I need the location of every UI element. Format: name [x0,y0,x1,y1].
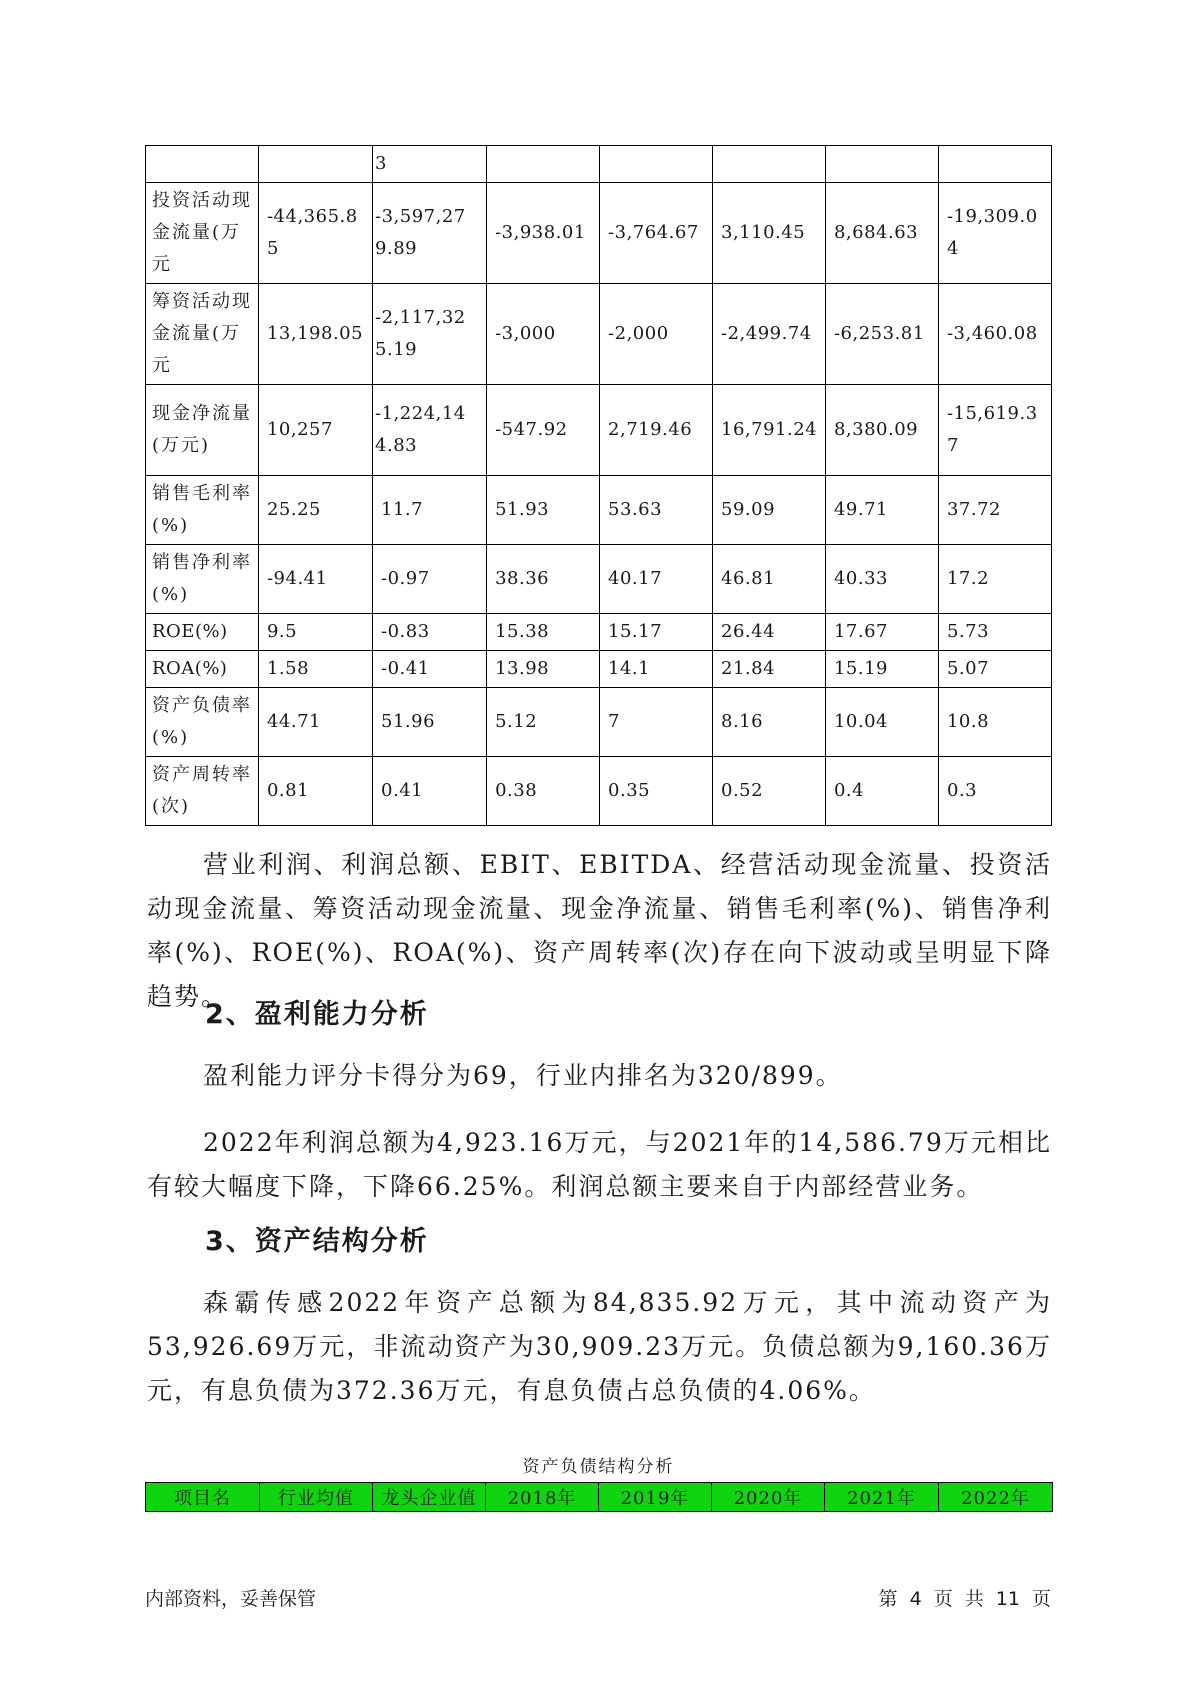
table-cell: 25.25 [258,476,372,545]
table-cell: 49.71 [825,476,938,545]
table-cell: 5.73 [938,614,1051,651]
table-cell: 17.67 [825,614,938,651]
column-header: 项目名 [146,1483,260,1512]
table-cell: 11.7 [373,476,487,545]
row-label: 资产周转率(次) [146,757,259,826]
table-row [146,757,1052,826]
table-cell: 3 [373,146,487,183]
table-cell: -3,460.08 [938,284,1051,385]
table-row [146,476,1052,545]
table-cell: 59.09 [713,476,826,545]
table-cell: 0.35 [600,757,713,826]
column-header: 2022年 [939,1483,1053,1512]
table-cell: 7 [600,688,713,757]
table-cell: 37.72 [938,476,1051,545]
profit-total-paragraph: 2022年利润总额为4,923.16万元，与2021年的14,586.79万元相比有较大幅度下降，下降66.25%。利润总额主要来自于内部经营业务。 [147,1128,1052,1201]
table-cell: 14.1 [600,651,713,688]
footer-confidential-note: 内部资料，妥善保管 [145,1588,317,1610]
table-cell: 51.96 [373,688,487,757]
table-cell: -6,253.81 [825,284,938,385]
table-header-row [146,1483,1053,1512]
profitability-score-paragraph: 盈利能力评分卡得分为69，行业内排名为320/899。 [203,1061,843,1090]
section-heading-profitability: 2、盈利能力分析 [205,999,429,1030]
table-cell: -19,309.04 [938,183,1051,284]
asset-structure-paragraph: 森霸传感2022年资产总额为84,835.92万元，其中流动资产为53,926.69万元，非流动资产为30,909.23万元。负债总额为9,160.36万元，有息负债为372.36万元，有息负债占总负债的4.06%。 [147,1288,1052,1405]
table-cell: 51.93 [487,476,600,545]
table-cell: 46.81 [713,545,826,614]
table-cell: 10.04 [825,688,938,757]
table-cell: -94.41 [258,545,372,614]
column-header: 2018年 [486,1483,599,1512]
table-row [146,614,1052,651]
page-number: 第 4 页 共 11 页 [878,1588,1051,1610]
table-cell: -2,499.74 [713,284,826,385]
table-cell: 15.38 [487,614,600,651]
column-header: 龙头企业值 [373,1483,486,1512]
table-cell: 40.33 [825,545,938,614]
table-cell: 21.84 [713,651,826,688]
table-cell: 26.44 [713,614,826,651]
section-heading-asset-structure: 3、资产结构分析 [205,1226,429,1257]
table-cell: -3,764.67 [600,183,713,284]
table-caption: 资产负债结构分析 [522,1457,675,1477]
table-cell: 38.36 [487,545,600,614]
row-label [146,146,259,183]
table-cell: 8,684.63 [825,183,938,284]
table-cell: 16,791.24 [713,385,826,476]
table-cell: 5.07 [938,651,1051,688]
table-cell [487,146,600,183]
table-cell: -0.97 [373,545,487,614]
table-cell: 0.4 [825,757,938,826]
table-cell: -2,117,325.19 [373,284,487,385]
table-cell: -0.83 [373,614,487,651]
table-cell: 0.3 [938,757,1051,826]
table-row [146,284,1052,385]
table-cell: -3,597,279.89 [373,183,487,284]
table-cell: 44.71 [258,688,372,757]
table-cell: -1,224,144.83 [373,385,487,476]
row-label: 现金净流量(万元) [146,385,259,476]
table-cell: 5.12 [487,688,600,757]
row-label: 资产负债率(%) [146,688,259,757]
table-cell: 0.38 [487,757,600,826]
table-row [146,385,1052,476]
table-cell [713,146,826,183]
table-cell: 15.19 [825,651,938,688]
table-row [146,183,1052,284]
table-cell: -547.92 [487,385,600,476]
table-cell: 13,198.05 [258,284,372,385]
column-header: 2019年 [599,1483,712,1512]
table-row [146,545,1052,614]
table-cell: 3,110.45 [713,183,826,284]
table-cell: 53.63 [600,476,713,545]
table-cell: 9.5 [258,614,372,651]
table-cell: 13.98 [487,651,600,688]
column-header: 行业均值 [260,1483,373,1512]
trend-paragraph: 营业利润、利润总额、EBIT、EBITDA、经营活动现金流量、投资活动现金流量、筹资活动现金流量、现金净流量、销售毛利率(%)、销售净利率(%)、ROE(%)、ROA(%)、资产周转率(次)存在向下波动或呈明显下降趋势。 [147,850,1052,1011]
table-cell: 8,380.09 [825,385,938,476]
table-cell: 1.58 [258,651,372,688]
table-row [146,688,1052,757]
financial-indicator-table [145,145,1052,826]
table-cell: 2,719.46 [600,385,713,476]
table-cell [825,146,938,183]
table-cell: 40.17 [600,545,713,614]
column-header: 2020年 [712,1483,825,1512]
table-cell: 10,257 [258,385,372,476]
column-header: 2021年 [825,1483,939,1512]
row-label: 销售毛利率(%) [146,476,259,545]
table-cell: 0.41 [373,757,487,826]
row-label: 筹资活动现金流量(万元 [146,284,259,385]
table-cell: -2,000 [600,284,713,385]
table-cell: -3,938.01 [487,183,600,284]
table-cell: 0.52 [713,757,826,826]
table-cell [258,146,372,183]
table-row [146,146,1052,183]
table-cell: -0.41 [373,651,487,688]
table-cell: 8.16 [713,688,826,757]
row-label: 销售净利率(%) [146,545,259,614]
table-cell [938,146,1051,183]
table-cell [600,146,713,183]
row-label: 投资活动现金流量(万元 [146,183,259,284]
table-cell: -44,365.85 [258,183,372,284]
row-label: ROA(%) [146,651,259,688]
table-cell: -15,619.37 [938,385,1051,476]
row-label: ROE(%) [146,614,259,651]
table-cell: -3,000 [487,284,600,385]
asset-liability-structure-table [145,1482,1053,1512]
table-row [146,651,1052,688]
table-cell: 15.17 [600,614,713,651]
table-cell: 17.2 [938,545,1051,614]
table-cell: 10.8 [938,688,1051,757]
table-cell: 0.81 [258,757,372,826]
